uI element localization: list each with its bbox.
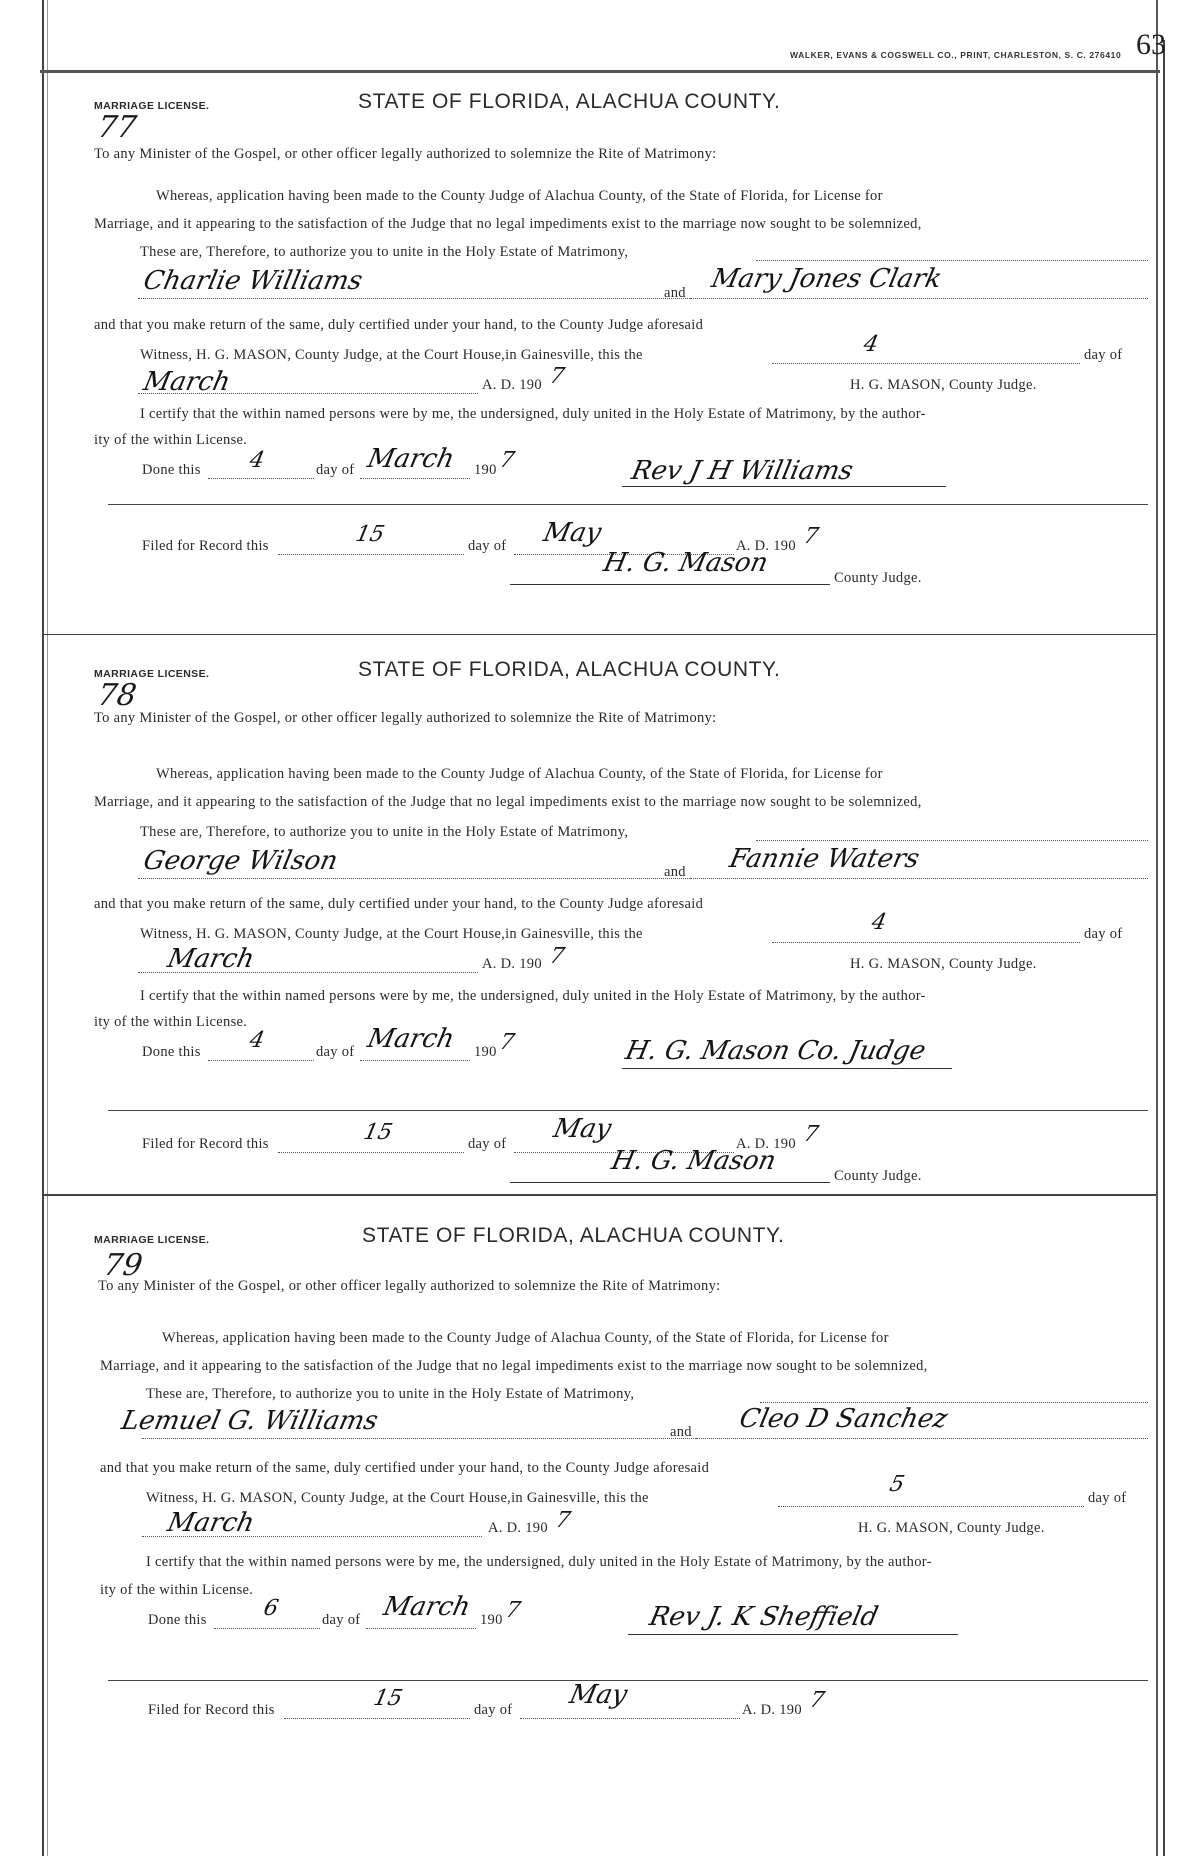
filed-month: May — [550, 1114, 615, 1144]
bride-name: Mary Jones Clark — [708, 264, 945, 294]
and-label: and — [664, 285, 686, 301]
ad-label: A. D. 190 — [482, 377, 542, 393]
bride-name: Cleo D Sanchez — [736, 1404, 951, 1434]
done-year-label: 190 — [474, 1044, 497, 1060]
address-line: To any Minister of the Gospel, or other officer legally authorized to solemnize the Rite of Matrimony: — [98, 1278, 721, 1294]
witness-day: 4 — [869, 910, 889, 935]
officiant-signature: Rev J H Williams — [628, 456, 856, 486]
ad-label: A. D. 190 — [488, 1520, 548, 1536]
license-79 — [44, 1198, 1158, 1758]
witness-day: 4 — [861, 332, 881, 357]
filed-signature: H. G. Mason — [600, 548, 771, 578]
done-year-label: 190 — [474, 462, 497, 478]
witness-year: 7 — [547, 364, 567, 389]
filed-month: May — [566, 1680, 631, 1710]
address-line: To any Minister of the Gospel, or other officer legally authorized to solemnize the Rite of Matrimony: — [94, 146, 717, 162]
filed-day-of-label: day of — [474, 1702, 513, 1718]
county-judge-label: County Judge. — [834, 1168, 922, 1184]
license-title: STATE OF FLORIDA, ALACHUA COUNTY. — [358, 658, 781, 681]
filed-year: 7 — [801, 1122, 821, 1147]
address-line: To any Minister of the Gospel, or other officer legally authorized to solemnize the Rite of Matrimony: — [94, 710, 717, 726]
whereas-line-2: Marriage, and it appearing to the satisfaction of the Judge that no legal impediments exist to the marriage now sought to be solemnized, — [100, 1358, 928, 1374]
license-title: STATE OF FLORIDA, ALACHUA COUNTY. — [358, 90, 781, 113]
judge-signature-line: H. G. MASON, County Judge. — [858, 1520, 1045, 1536]
filed-day-of-label: day of — [468, 1136, 507, 1152]
day-of-label: day of — [1088, 1490, 1127, 1506]
witness-year: 7 — [547, 944, 567, 969]
whereas-line-2: Marriage, and it appearing to the satisfaction of the Judge that no legal impediments exist to the marriage now sought to be solemnized, — [94, 216, 922, 232]
whereas-line-1: Whereas, application having been made to the County Judge of Alachua County, of the State of Florida, for License for — [162, 1330, 889, 1346]
witness-line: Witness, H. G. MASON, County Judge, at the Court House,in Gainesville, this the — [146, 1490, 649, 1506]
witness-line: Witness, H. G. MASON, County Judge, at the Court House,in Gainesville, this the — [140, 926, 643, 942]
done-year: 7 — [503, 1598, 523, 1623]
county-judge-label: County Judge. — [834, 570, 922, 586]
done-month: March — [364, 1024, 458, 1054]
done-year: 7 — [497, 1030, 517, 1055]
and-label: and — [670, 1424, 692, 1440]
groom-name: Charlie Williams — [140, 266, 366, 296]
license-separator — [44, 634, 1156, 635]
license-label: MARRIAGE LICENSE. — [94, 100, 210, 112]
page-number: 63 — [1136, 28, 1166, 61]
license-title: STATE OF FLORIDA, ALACHUA COUNTY. — [362, 1224, 785, 1247]
certificate-divider — [108, 1110, 1148, 1111]
witness-month: March — [140, 367, 234, 397]
certify-line-2: ity of the within License. — [94, 1014, 248, 1030]
filed-day-of-label: day of — [468, 538, 507, 554]
witness-line: Witness, H. G. MASON, County Judge, at the Court House,in Gainesville, this the — [140, 347, 643, 363]
officiant-signature: H. G. Mason Co. Judge — [622, 1036, 929, 1066]
certify-line-1: I certify that the within named persons were by me, the undersigned, duly united in the Holy Estate of Matrimony, by the author- — [146, 1554, 932, 1570]
witness-month: March — [164, 944, 258, 974]
return-line: and that you make return of the same, duly certified under your hand, to the County Judge aforesaid — [100, 1460, 710, 1476]
done-year-label: 190 — [480, 1612, 503, 1628]
done-this-label: Done this — [148, 1612, 207, 1628]
license-label: MARRIAGE LICENSE. — [94, 668, 210, 680]
done-this-label: Done this — [142, 1044, 201, 1060]
filed-ad-label: A. D. 190 — [736, 538, 796, 554]
license-label: MARRIAGE LICENSE. — [94, 1234, 210, 1246]
filed-ad-label: A. D. 190 — [736, 1136, 796, 1152]
certify-line-1: I certify that the within named persons were by me, the undersigned, duly united in the Holy Estate of Matrimony, by the author- — [140, 406, 926, 422]
page-border-right-outer — [1163, 40, 1165, 1856]
return-line: and that you make return of the same, duly certified under your hand, to the County Judge aforesaid — [94, 317, 704, 333]
officiant-signature: Rev J. K Sheffield — [646, 1602, 881, 1632]
witness-day: 5 — [887, 1472, 907, 1497]
done-day: 4 — [247, 1028, 267, 1053]
filed-day: 15 — [371, 1686, 405, 1711]
certify-line-2: ity of the within License. — [100, 1582, 254, 1598]
ad-label: A. D. 190 — [482, 956, 542, 972]
license-77 — [44, 70, 1158, 630]
bride-name: Fannie Waters — [726, 844, 923, 874]
return-line: and that you make return of the same, duly certified under your hand, to the County Judge aforesaid — [94, 896, 704, 912]
done-day: 4 — [247, 448, 267, 473]
day-of-label: day of — [1084, 926, 1123, 942]
therefore-line: These are, Therefore, to authorize you to unite in the Holy Estate of Matrimony, — [146, 1386, 635, 1402]
filed-day: 15 — [353, 522, 387, 547]
done-month: March — [380, 1592, 474, 1622]
witness-month: March — [164, 1508, 258, 1538]
filed-month: May — [540, 518, 605, 548]
witness-year: 7 — [553, 1508, 573, 1533]
certify-line-1: I certify that the within named persons were by me, the undersigned, duly united in the Holy Estate of Matrimony, by the author- — [140, 988, 926, 1004]
filed-label: Filed for Record this — [142, 538, 269, 554]
filed-year: 7 — [807, 1688, 827, 1713]
filed-year: 7 — [801, 524, 821, 549]
groom-name: Lemuel G. Williams — [118, 1406, 381, 1436]
therefore-line: These are, Therefore, to authorize you to unite in the Holy Estate of Matrimony, — [140, 824, 629, 840]
done-month: March — [364, 444, 458, 474]
groom-name: George Wilson — [140, 846, 341, 876]
done-day-of-label: day of — [316, 1044, 355, 1060]
judge-signature-line: H. G. MASON, County Judge. — [850, 377, 1037, 393]
license-number: 77 — [95, 110, 139, 145]
done-day: 6 — [261, 1596, 281, 1621]
license-separator — [44, 1194, 1156, 1196]
filed-day: 15 — [361, 1120, 395, 1145]
license-number: 78 — [95, 678, 139, 713]
done-day-of-label: day of — [322, 1612, 361, 1628]
whereas-line-2: Marriage, and it appearing to the satisfaction of the Judge that no legal impediments exist to the marriage now sought to be solemnized, — [94, 794, 922, 810]
filed-label: Filed for Record this — [148, 1702, 275, 1718]
and-label: and — [664, 864, 686, 880]
judge-signature-line: H. G. MASON, County Judge. — [850, 956, 1037, 972]
license-78 — [44, 638, 1158, 1188]
filed-ad-label: A. D. 190 — [742, 1702, 802, 1718]
done-year: 7 — [497, 448, 517, 473]
certificate-divider — [108, 504, 1148, 505]
whereas-line-1: Whereas, application having been made to the County Judge of Alachua County, of the State of Florida, for License for — [156, 766, 883, 782]
day-of-label: day of — [1084, 347, 1123, 363]
filed-label: Filed for Record this — [142, 1136, 269, 1152]
done-day-of-label: day of — [316, 462, 355, 478]
whereas-line-1: Whereas, application having been made to the County Judge of Alachua County, of the State of Florida, for License for — [156, 188, 883, 204]
license-number: 79 — [101, 1248, 145, 1283]
therefore-line: These are, Therefore, to authorize you to unite in the Holy Estate of Matrimony, — [140, 244, 629, 260]
filed-signature: H. G. Mason — [608, 1146, 779, 1176]
done-this-label: Done this — [142, 462, 201, 478]
printer-imprint: WALKER, EVANS & COGSWELL CO., PRINT, CHARLESTON, S. C. 276410 — [790, 50, 1122, 60]
certify-line-2: ity of the within License. — [94, 432, 248, 448]
